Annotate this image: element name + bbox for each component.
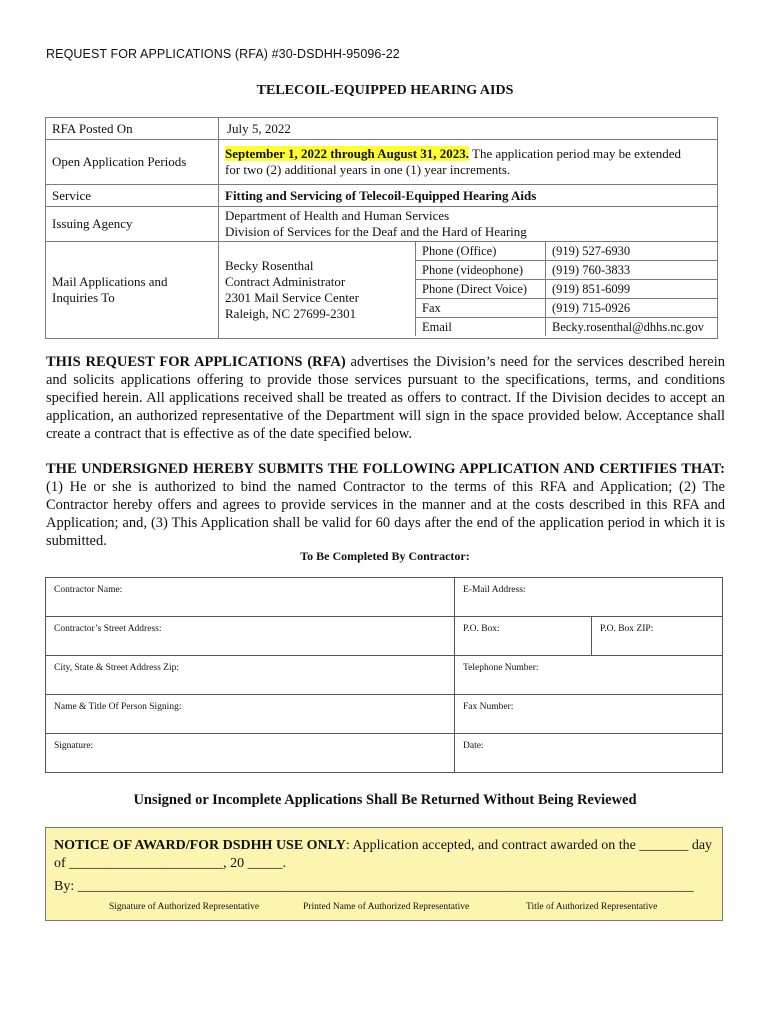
signer-name-title-field[interactable]: Name & Title Of Person Signing: xyxy=(46,695,455,734)
contact-city: Raleigh, NC 27699-2301 xyxy=(225,306,357,321)
agency-line2: Division of Services for the Deaf and the Hard of Hearing xyxy=(225,224,527,239)
service-value: Fitting and Servicing of Telecoil-Equipped Hearing Aids xyxy=(219,185,718,207)
contact-row xyxy=(416,261,718,280)
contact-cell xyxy=(219,242,718,339)
posted-value: July 5, 2022 xyxy=(219,118,718,140)
signature-rep-caption: Signature of Authorized Representative xyxy=(109,902,260,912)
completed-by-heading: To Be Completed By Contractor: xyxy=(300,549,470,563)
mail-label-line1: Mail Applications and xyxy=(52,274,168,289)
contact-value: (919) 760-3833 xyxy=(546,261,718,280)
rfa-info-table xyxy=(45,117,718,339)
period-rest2: for two (2) additional years in one (1) year increments. xyxy=(225,162,511,177)
agency-line1: Department of Health and Human Services xyxy=(225,208,450,223)
contact-row xyxy=(416,318,718,337)
contact-title: Contract Administrator xyxy=(225,274,346,289)
posted-label: RFA Posted On xyxy=(46,118,219,140)
period-label: Open Application Periods xyxy=(46,140,219,185)
period-highlight: September 1, 2022 through August 31, 2023. xyxy=(225,146,470,161)
incomplete-warning: Unsigned or Incomplete Applications Shall Be Returned Without Being Reviewed xyxy=(133,792,637,808)
date-field[interactable]: Date: xyxy=(455,734,723,773)
notice-text xyxy=(54,837,718,873)
notice-body: : Application accepted, and contract awarded on the _______ day of ______________________, 20 _____. xyxy=(54,838,713,871)
contact-label: Email xyxy=(416,318,546,337)
contractor-form xyxy=(45,577,723,773)
mail-label-line2: Inquiries To xyxy=(52,290,115,305)
printed-name-caption: Printed Name of Authorized Representative xyxy=(303,902,470,912)
notice-of-award-box xyxy=(45,827,723,921)
contact-row xyxy=(416,280,718,299)
rfa-description-paragraph xyxy=(46,353,725,443)
title-rep-caption: Title of Authorized Representative xyxy=(526,902,658,912)
contact-value: (919) 851-6099 xyxy=(546,280,718,299)
contact-value: Becky.rosenthal@dhhs.nc.gov xyxy=(546,318,718,337)
certification-paragraph xyxy=(46,460,725,550)
rfa-description-bold: THIS REQUEST FOR APPLICATIONS (RFA) xyxy=(46,354,346,370)
mail-label xyxy=(46,242,219,339)
period-rest1: The application period may be extended xyxy=(469,146,682,161)
rfa-description-text: advertises the Division’s need for the services described herein and solicits applications offering to provide those services pursuant to the specifications, terms, and conditions specified herein. All applications received shall be treated as offers to contract. If the Division decides to accept an application, an authorized representative of the Department will sign in the space provided below. Acceptance shall create a contract that is effective as of the date specified below. xyxy=(46,354,725,442)
contact-row xyxy=(416,299,718,318)
service-label: Service xyxy=(46,185,219,207)
telephone-field[interactable]: Telephone Number: xyxy=(455,656,723,695)
agency-label: Issuing Agency xyxy=(46,207,219,242)
period-value xyxy=(219,140,718,185)
contact-label: Phone (videophone) xyxy=(416,261,546,280)
fax-field[interactable]: Fax Number: xyxy=(455,695,723,734)
po-box-zip-field[interactable]: P.O. Box ZIP: xyxy=(592,617,723,656)
by-line[interactable]: By: ________________________________________________________________________________________ xyxy=(54,879,694,894)
contact-name: Becky Rosenthal xyxy=(225,258,314,273)
contact-value: (919) 715-0926 xyxy=(546,299,718,318)
certification-text: (1) He or she is authorized to bind the named Contractor to the terms of this RFA and Application; (2) The Contractor hereby offers and agrees to provide services in the manner and at the costs described in this RFA and Application; and, (3) This Application shall be valid for 60 days after the end of the application period in which it is submitted. xyxy=(46,479,725,549)
agency-value xyxy=(219,207,718,242)
notice-bold: NOTICE OF AWARD/FOR DSDHH USE ONLY xyxy=(54,838,346,853)
street-address-field[interactable]: Contractor’s Street Address: xyxy=(46,617,455,656)
signature-field[interactable]: Signature: xyxy=(46,734,455,773)
contact-label: Fax xyxy=(416,299,546,318)
contact-label: Phone (Direct Voice) xyxy=(416,280,546,299)
contact-address xyxy=(219,242,415,338)
contact-row xyxy=(416,242,718,261)
contractor-name-field[interactable]: Contractor Name: xyxy=(46,578,455,617)
contact-methods xyxy=(415,242,717,336)
page-title: TELECOIL-EQUIPPED HEARING AIDS xyxy=(256,83,514,98)
email-field[interactable]: E-Mail Address: xyxy=(455,578,723,617)
contact-street: 2301 Mail Service Center xyxy=(225,290,359,305)
contact-value: (919) 527-6930 xyxy=(546,242,718,261)
contact-label: Phone (Office) xyxy=(416,242,546,261)
certification-bold: THE UNDERSIGNED HEREBY SUBMITS THE FOLLOWING APPLICATION AND CERTIFIES THAT: xyxy=(46,461,725,477)
city-state-zip-field[interactable]: City, State & Street Address Zip: xyxy=(46,656,455,695)
po-box-field[interactable]: P.O. Box: xyxy=(455,617,592,656)
rfa-number-header: REQUEST FOR APPLICATIONS (RFA) #30-DSDHH-95096-22 xyxy=(46,47,400,61)
